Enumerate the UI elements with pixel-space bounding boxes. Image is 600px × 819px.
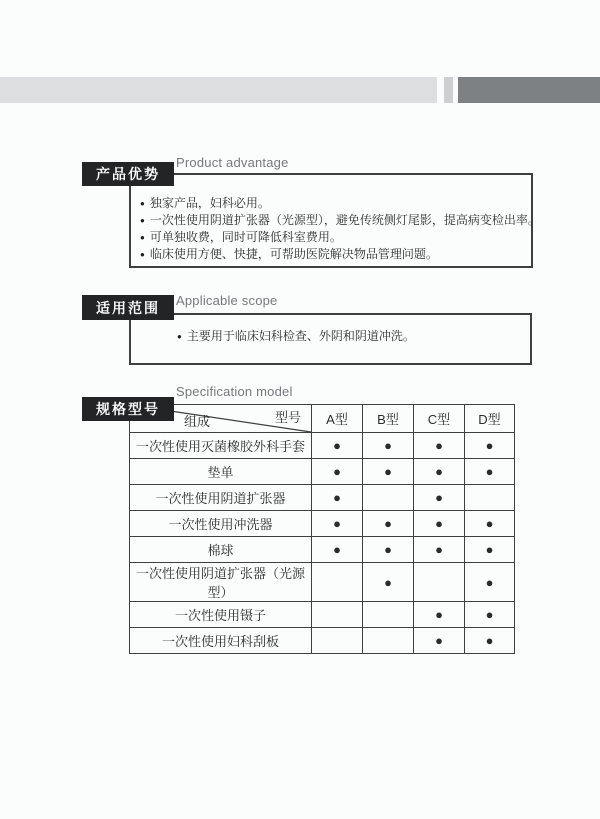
row-name: 棉球 xyxy=(130,537,312,563)
mark-cell: ● xyxy=(465,537,515,563)
bullet-icon: ● xyxy=(140,198,145,208)
table-row xyxy=(130,485,515,511)
column-header: A型 xyxy=(312,405,363,433)
row-name: 一次性使用镊子 xyxy=(130,602,312,628)
list-item xyxy=(140,195,527,212)
spec-table xyxy=(129,404,515,654)
mark-cell: ● xyxy=(414,459,465,485)
column-header: B型 xyxy=(363,405,414,433)
mark-cell xyxy=(414,563,465,602)
mark-cell: ● xyxy=(363,537,414,563)
mark-cell: ● xyxy=(465,628,515,654)
bullet-text: 主要用于临床妇科检查、外阴和阴道冲洗。 xyxy=(186,329,415,343)
mark-cell: ● xyxy=(414,602,465,628)
section-caption-en: Specification model xyxy=(176,384,293,399)
mark-cell: ● xyxy=(414,485,465,511)
bullet-text: 独家产品，妇科必用。 xyxy=(149,196,270,210)
mark-cell: ● xyxy=(363,511,414,537)
row-name: 一次性使用灭菌橡胶外科手套 xyxy=(130,433,312,459)
mark-cell: ● xyxy=(414,433,465,459)
mark-cell: ● xyxy=(312,459,363,485)
table-row xyxy=(130,628,515,654)
content-box xyxy=(129,173,540,268)
mark-cell xyxy=(363,628,414,654)
section-caption-en: Applicable scope xyxy=(176,293,278,308)
mark-cell: ● xyxy=(312,511,363,537)
mark-cell: ● xyxy=(465,459,515,485)
mark-cell: ● xyxy=(414,628,465,654)
list-item xyxy=(140,229,527,246)
mark-cell: ● xyxy=(363,433,414,459)
mark-cell: ● xyxy=(465,433,515,459)
content-box xyxy=(129,313,532,365)
list-item xyxy=(177,328,526,345)
list-item xyxy=(140,212,540,229)
bullet-list xyxy=(177,328,526,345)
section-label-cn: 规格型号 xyxy=(82,397,174,421)
mark-cell xyxy=(312,563,363,602)
table-row xyxy=(130,459,515,485)
mark-cell: ● xyxy=(465,511,515,537)
bullet-list xyxy=(140,195,540,263)
corner-label-composition: 组成 xyxy=(184,414,211,429)
list-item xyxy=(140,246,527,263)
column-header: D型 xyxy=(465,405,515,433)
mark-cell: ● xyxy=(312,485,363,511)
mark-cell xyxy=(465,485,515,511)
section-caption-en: Product advantage xyxy=(176,155,289,170)
bullet-text: 可单独收费，同时可降低科室费用。 xyxy=(149,230,342,244)
mark-cell: ● xyxy=(363,459,414,485)
bullet-icon: ● xyxy=(140,215,145,225)
row-name: 垫单 xyxy=(130,459,312,485)
table-row xyxy=(130,511,515,537)
mark-cell xyxy=(312,602,363,628)
table-row xyxy=(130,537,515,563)
column-header: C型 xyxy=(414,405,465,433)
bullet-icon: ● xyxy=(177,331,182,341)
table-row xyxy=(130,602,515,628)
mark-cell: ● xyxy=(414,511,465,537)
corner-label-model: 型号 xyxy=(274,410,301,425)
mark-cell: ● xyxy=(363,563,414,602)
mark-cell: ● xyxy=(465,602,515,628)
bullet-icon: ● xyxy=(140,232,145,242)
section-label-cn: 产品优势 xyxy=(82,162,174,186)
section-label-cn: 适用范围 xyxy=(82,295,174,320)
table-row xyxy=(130,563,515,602)
top-bar-light xyxy=(0,77,437,103)
table-row xyxy=(130,433,515,459)
bullet-icon: ● xyxy=(140,249,145,259)
row-name: 一次性使用冲洗器 xyxy=(130,511,312,537)
top-bar-dark xyxy=(458,77,600,103)
mark-cell: ● xyxy=(312,433,363,459)
mark-cell: ● xyxy=(312,537,363,563)
row-name: 一次性使用妇科刮板 xyxy=(130,628,312,654)
mark-cell xyxy=(363,485,414,511)
mark-cell: ● xyxy=(465,563,515,602)
row-name: 一次性使用阴道扩张器 xyxy=(130,485,312,511)
table-header-row xyxy=(130,405,515,433)
row-name: 一次性使用阴道扩张器（光源型） xyxy=(130,563,312,602)
mark-cell xyxy=(312,628,363,654)
top-bar-accent xyxy=(444,77,453,103)
bullet-text: 一次性使用阴道扩张器（光源型），避免传统侧灯尾影，提高病变检出率。 xyxy=(149,213,540,227)
bullet-text: 临床使用方便、快捷，可帮助医院解决物品管理问题。 xyxy=(149,247,438,261)
mark-cell xyxy=(363,602,414,628)
mark-cell: ● xyxy=(414,537,465,563)
